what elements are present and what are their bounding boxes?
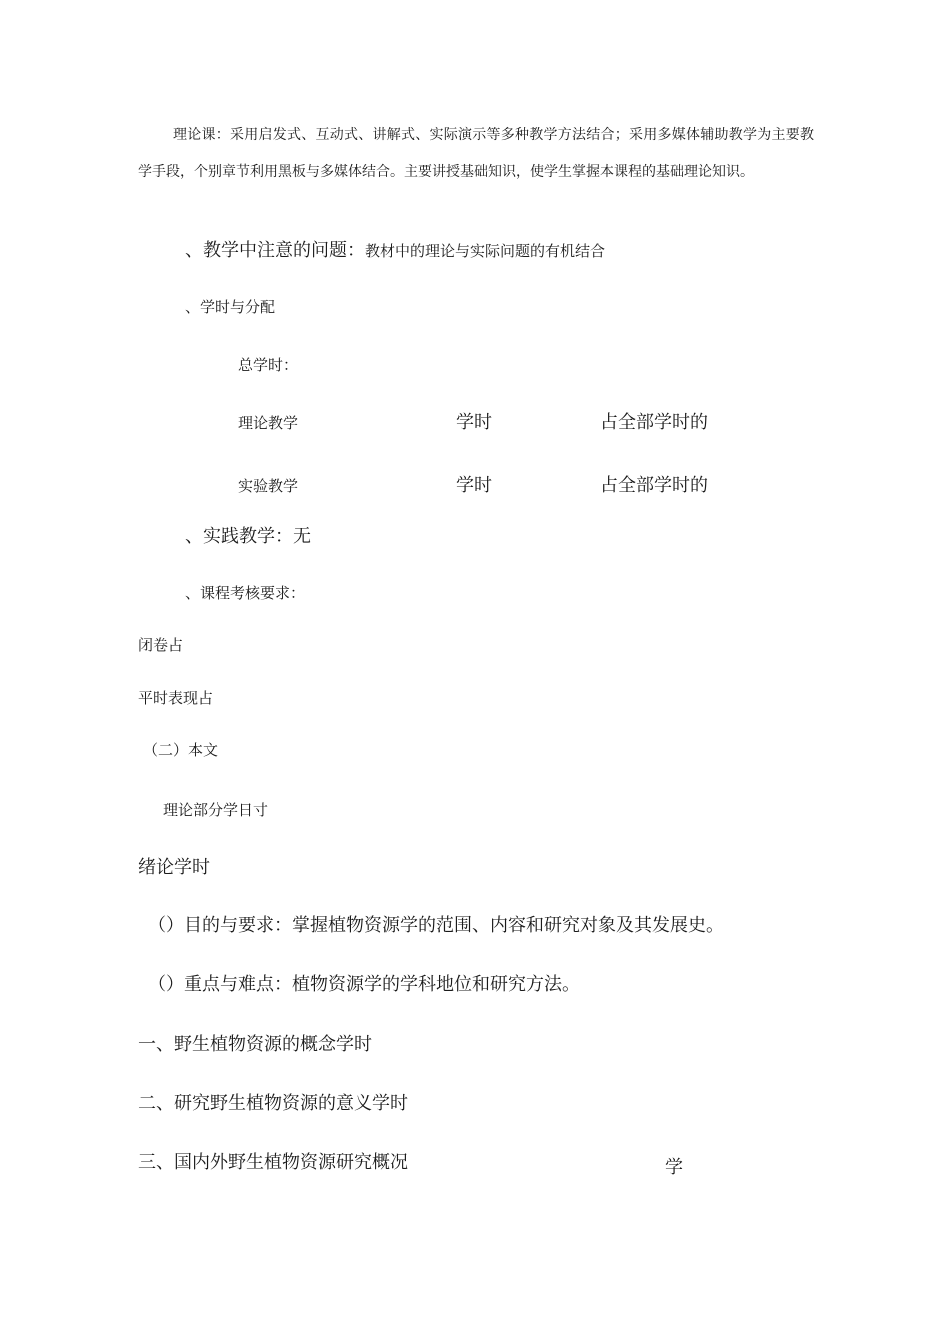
section-3-cut-text: 学 [665, 1157, 683, 1178]
daily-performance-share: 平时表现占 [138, 689, 214, 707]
theory-part-heading: 理论部分学日寸 [163, 801, 269, 819]
lab-share: 占全部学时的 [600, 475, 708, 496]
theory-label: 理论教学 [238, 414, 299, 432]
body-heading: （二）本文 [143, 741, 219, 759]
lab-unit: 学时 [456, 475, 492, 496]
goals-line: （）目的与要求：掌握植物资源学的范围、内容和研究对象及其发展史。 [148, 915, 724, 936]
total-hours-label: 总学时： [238, 356, 299, 374]
practice-line: 、实践教学：无 [185, 526, 311, 547]
section-3-title: 三、国内外野生植物资源研究概况 [138, 1152, 408, 1173]
key-points-line: （）重点与难点：植物资源学的学科地位和研究方法。 [148, 974, 580, 995]
assessment-heading: 、课程考核要求： [185, 584, 306, 602]
hours-heading: 、学时与分配 [185, 298, 276, 316]
theory-share: 占全部学时的 [600, 412, 708, 433]
notes-line [185, 242, 605, 260]
intro-chapter-title: 绪论学时 [138, 857, 210, 878]
closed-book-share: 闭卷占 [138, 636, 184, 654]
section-2-title: 二、研究野生植物资源的意义学时 [138, 1093, 408, 1114]
lab-label: 实验教学 [238, 477, 299, 495]
theory-unit: 学时 [456, 412, 492, 433]
notes-label: 、教学中注意的问题： [185, 240, 365, 261]
intro-paragraph: 理论课：采用启发式、互动式、讲解式、实际演示等多种教学方法结合；采用多媒体辅助教学为主要教学手段，个别章节利用黑板与多媒体结合。主要讲授基础知识，使学生掌握本课程的基础理论知识。 [138, 127, 814, 180]
notes-text: 教材中的理论与实际问题的有机结合 [365, 242, 606, 260]
section-1-title: 一、野生植物资源的概念学时 [138, 1034, 372, 1055]
